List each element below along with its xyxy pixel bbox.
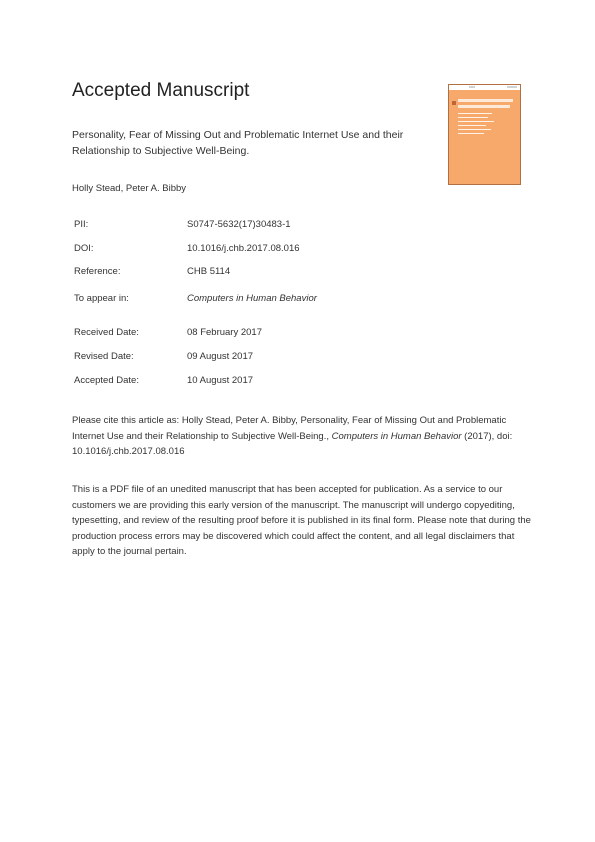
article-title: Personality, Fear of Missing Out and Problematic Internet Use and their Relationship to Subjective Well-Being. [72, 129, 404, 157]
meta-value-accepted: 10 August 2017 [187, 375, 254, 386]
meta-value-journal: Computers in Human Behavior [187, 293, 317, 304]
cover-strip-mark [507, 86, 517, 88]
meta-label: To appear in: [74, 293, 129, 304]
cover-top-strip [449, 85, 520, 90]
meta-value-received: 08 February 2017 [187, 327, 262, 338]
meta-label: Received Date: [74, 327, 139, 338]
cover-text-line [458, 113, 492, 114]
meta-value-pii: S0747-5632(17)30483-1 [187, 219, 291, 230]
meta-label: DOI: [74, 243, 94, 254]
journal-cover-thumbnail [448, 84, 521, 185]
cover-text-line [458, 117, 488, 118]
citation-suffix: (2017), doi: 10.1016/j.chb.2017.08.016 [72, 430, 513, 457]
meta-value-doi: 10.1016/j.chb.2017.08.016 [187, 243, 300, 254]
citation-prefix: Please cite this article as: Holly Stead, Peter A. Bibby, Personality, Fear of Missing Out and Problematic Internet Use and their Relationship to Subjective Well-Being., [72, 415, 507, 442]
cover-text-line [458, 125, 486, 126]
manuscript-notice: This is a PDF file of an unedited manuscript that has been accepted for publication. As a service to our customers we are providing this early version of the manuscript. The manuscript will undergo copyediting, typesetting, and review of the resulting proof before it is published in its final form. Please note that during the production process errors may be discovered which could affect the content, and all legal disclaimers that apply to the journal pertain. [72, 484, 531, 558]
cover-text-line [458, 129, 491, 130]
meta-label: Accepted Date: [74, 375, 139, 386]
cover-logo-mark [452, 101, 456, 105]
citation-paragraph [72, 413, 534, 460]
page-title: Accepted Manuscript [72, 80, 250, 101]
meta-value-reference: CHB 5114 [187, 266, 231, 277]
article-authors: Holly Stead, Peter A. Bibby [72, 183, 187, 194]
cover-strip-mark [469, 86, 475, 88]
cover-text-line [458, 121, 494, 122]
cover-title-line [458, 105, 510, 108]
cover-title-line [458, 99, 513, 102]
meta-label: Revised Date: [74, 351, 134, 362]
cover-text-line [458, 133, 484, 134]
citation-journal: Computers in Human Behavior [331, 430, 462, 442]
meta-label: Reference: [74, 266, 121, 277]
meta-label: PII: [74, 219, 89, 230]
meta-value-revised: 09 August 2017 [187, 351, 254, 362]
